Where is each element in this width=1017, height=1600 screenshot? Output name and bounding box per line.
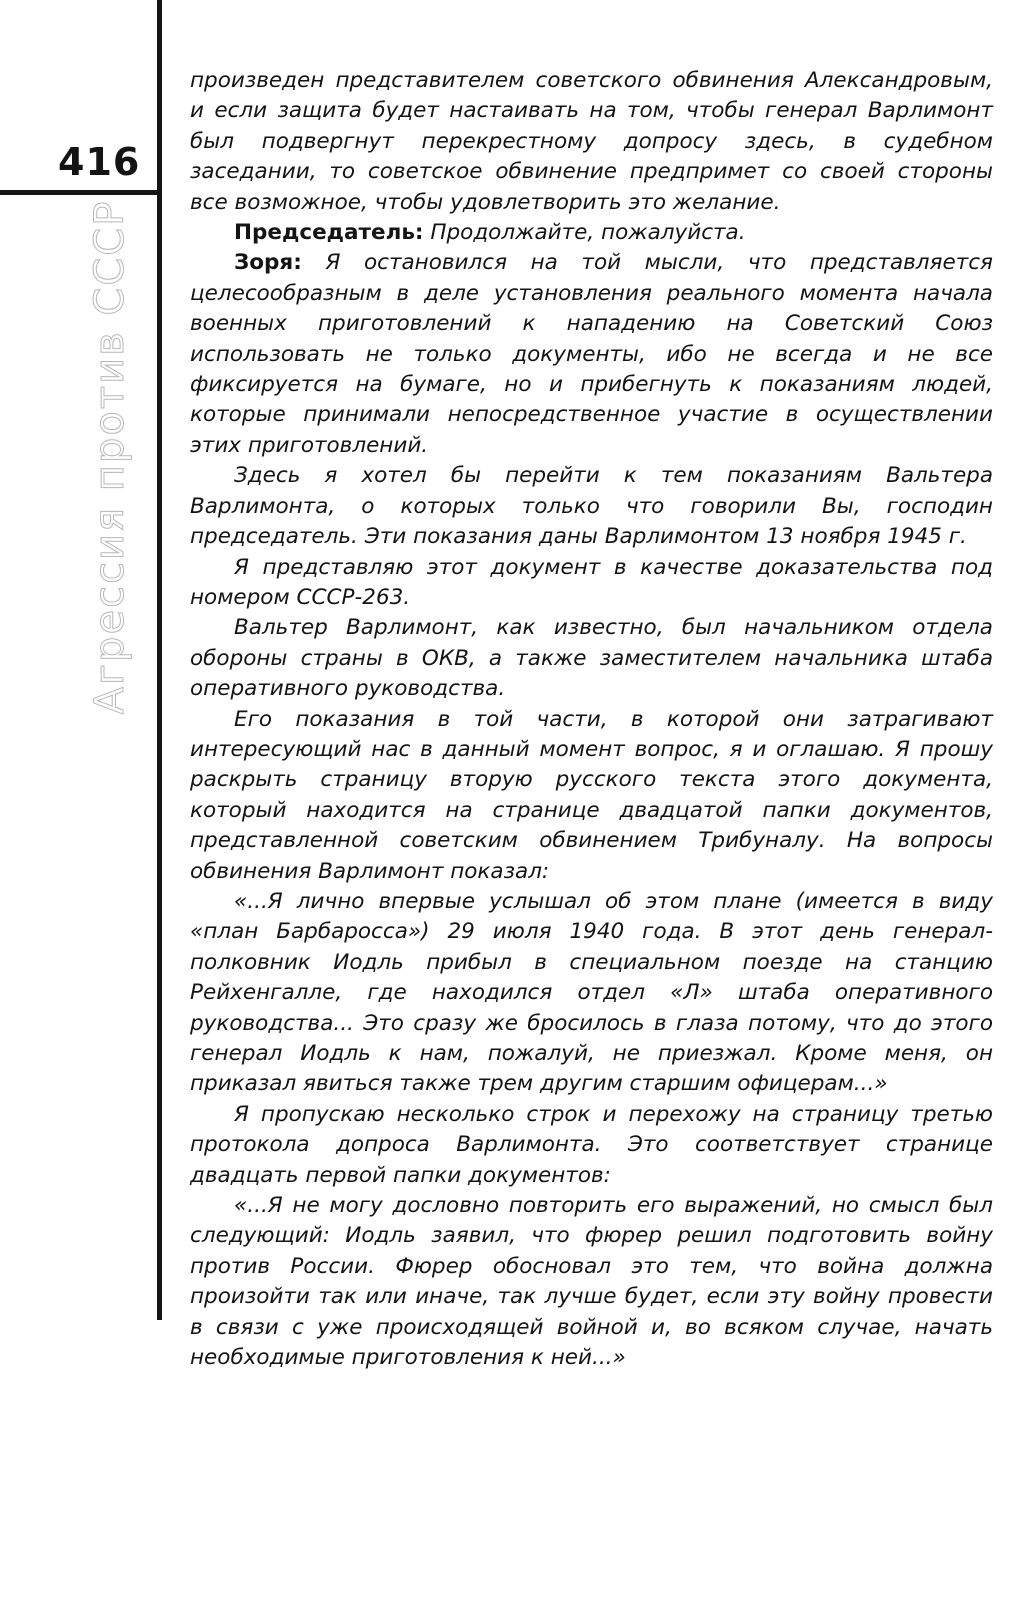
- sidebar-running-title: [80, 199, 140, 715]
- speaker-label: Зоря:: [234, 250, 302, 276]
- body-text: [190, 66, 993, 1373]
- paragraph: Здесь я хотел бы перейти к тем показаниям Вальтера Варлимонта, о которых только что говорили Вы, господин председатель. Эти показания даны Варлимонтом 13 ноября 1945 г.: [190, 463, 993, 550]
- margin-vertical-rule: [157, 0, 162, 1320]
- speaker-label: Председатель:: [234, 220, 424, 246]
- paragraph: Я представляю этот документ в качестве доказательства под номером СССР-263.: [190, 554, 993, 610]
- paragraph: Я пропускаю несколько строк и перехожу на страницу третью протокола допроса Варлимонта. Это соответствует странице двадцать первой папки документов:: [190, 1101, 993, 1188]
- page-number: 416: [58, 140, 141, 184]
- paragraph: Его показания в той части, в которой они затрагивают интересующий нас в данный момент вопрос, я и оглашаю. Я прошу раскрыть страницу вторую русского текста этого документа, который находится на странице двадцатой папки документов, представленной советским обвинением Трибуналу. На вопросы обвинения Варлимонт показал:: [190, 706, 993, 884]
- paragraph: Председатель: Продолжайте, пожалуйста.: [234, 220, 746, 246]
- paragraph: Зоря: Я остановился на той мысли, что представляется целесообразным в деле установления реального момента начала военных приготовлений к нападению на Советский Союз использовать не только документы, ибо не всегда и не все фиксируется на бумаге, но и прибегнуть к показаниям людей, которые принимали непосредственное участие в осуществлении этих приготовлений.: [190, 250, 993, 458]
- page-number-underline: [0, 190, 160, 195]
- paragraph-quote: «...Я лично впервые услышал об этом плане (имеется в виду «план Барбаросса») 29 июля 1940 года. В этот день генерал-полковник Иодль прибыл в специальном поезде на станцию Рейхенгалле, где находился отдел «Л» штаба оперативного руководства... Это сразу же бросилось в глаза потому, что до этого генерал Иодль к нам, пожалуй, не приезжал. Кроме меня, он приказал явиться также трем другим старшим офицерам...»: [190, 888, 993, 1097]
- paragraph: произведен представителем советского обвинения Александровым, и если защита будет настаивать на том, чтобы генерал Варлимонт был подвергнут перекрестному допросу здесь, в судебном заседании, то советское обвинение предпримет со своей стороны все возможное, чтобы удовлетворить это желание.: [190, 68, 993, 215]
- paragraph: Вальтер Варлимонт, как известно, был начальником отдела обороны страны в ОКВ, а также заместителем начальника штаба оперативного руководства.: [190, 615, 993, 702]
- sidebar-running-title-text: Агрессия против СССР: [87, 199, 133, 715]
- paragraph-quote: «...Я не могу дословно повторить его выражений, но смысл был следующий: Иодль заявил, что фюрер решил подготовить войну против России. Фюрер обосновал это тем, что война должна произойти так или иначе, так лучше будет, если эту войну провести в связи с уже происходящей войной и, во всяком случае, начать необходимые приготовления к ней...»: [190, 1193, 993, 1371]
